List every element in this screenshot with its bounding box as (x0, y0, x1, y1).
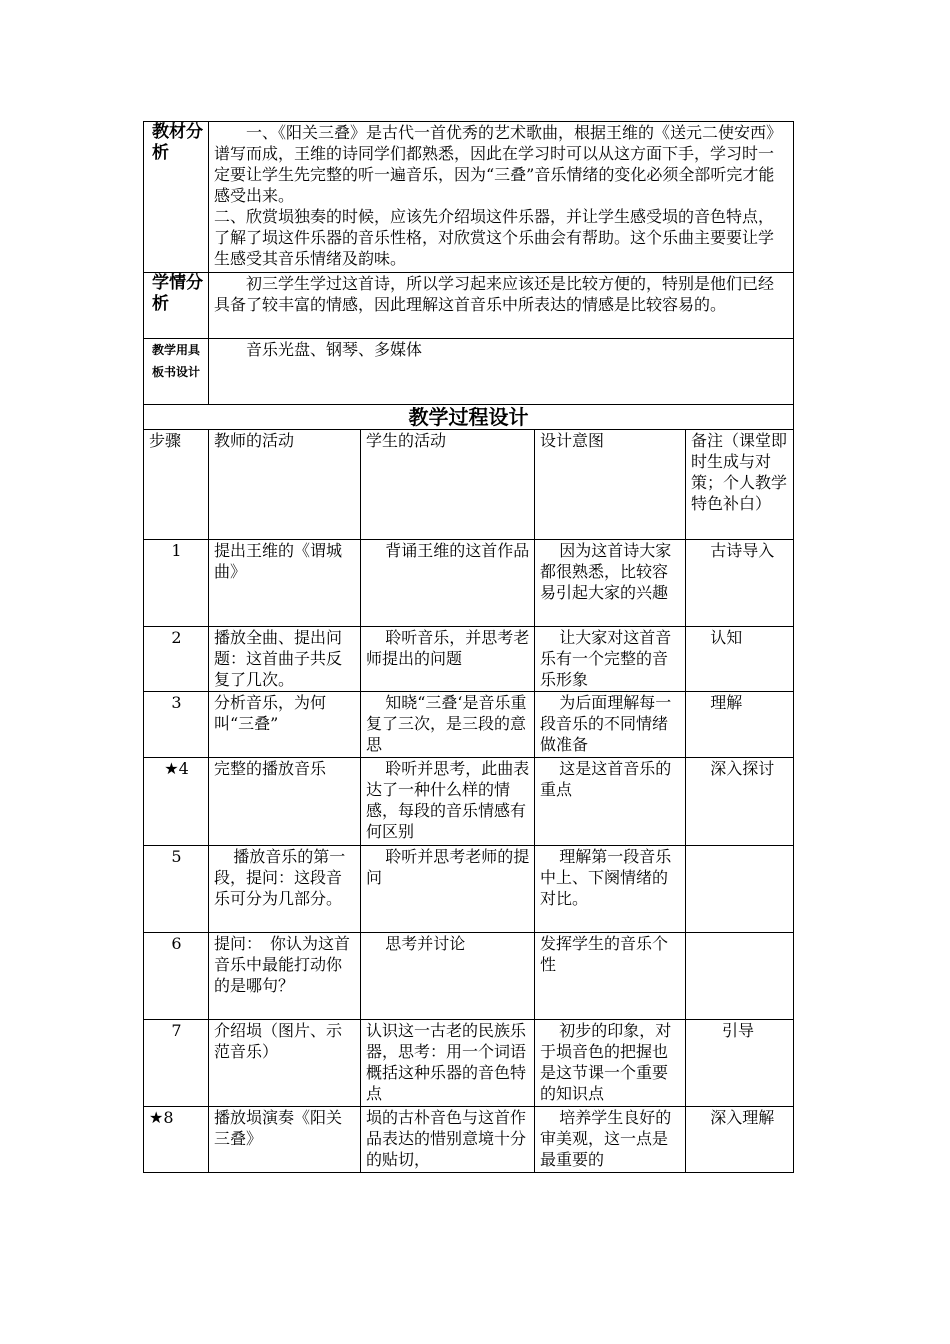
step-number: 2 (144, 627, 209, 692)
teacher-activity: 播放埙演奏《阳关三叠》 (209, 1107, 361, 1173)
design-intent: 理解第一段音乐中上、下阕情绪的对比。 (540, 847, 672, 908)
design-intent: 培养学生良好的审美观，这一点是最重要的 (540, 1108, 672, 1169)
teaching-tools-row (144, 339, 794, 405)
design-intent: 为后面理解每一段音乐的不同情绪做准备 (540, 693, 672, 754)
student-analysis-paragraph: 初三学生学过这首诗，所以学习起来应该还是比较方便的，特别是他们已经具备了较丰富的情感，因此理解这首音乐中所表达的情感是比较容易的。 (214, 274, 775, 314)
student-activity: 认识这一古老的民族乐器，思考：用一个词语概括这种乐器的音色特点 (361, 1020, 535, 1107)
table-row (144, 846, 794, 933)
process-title: 教学过程设计 (144, 405, 794, 430)
remark: 古诗导入 (710, 541, 775, 560)
step-number: 5 (144, 846, 209, 933)
teacher-activity: 介绍埙（图片、示范音乐） (209, 1020, 361, 1107)
student-activity: 聆听并思考老师的提问 (366, 847, 530, 887)
header-step: 步骤 (144, 430, 209, 540)
table-row (144, 540, 794, 627)
remark: 深入探讨 (710, 759, 775, 778)
textbook-analysis-paragraph-2: 二、欣赏埙独奏的时候，应该先介绍埙这件乐器，并让学生感受埙的音色特点，了解了埙这件乐器的音乐性格，对欣赏这个乐曲会有帮助。这个乐曲主要要让学生感受其音乐情绪及韵味。 (214, 207, 775, 268)
table-row (144, 1107, 794, 1173)
step-number: ★8 (144, 1107, 209, 1173)
table-row (144, 758, 794, 846)
process-title-row (144, 405, 794, 430)
table-row (144, 627, 794, 692)
textbook-analysis-paragraph-1: 一、《阳关三叠》是古代一首优秀的艺术歌曲，根据王维的《送元二使安西》谱写而成，王维的诗同学们都熟悉，因此在学习时可以从这方面下手，学习时一定要让学生先完整的听一遍音乐，因为“三叠”音乐情绪的变化必须全部听完才能感受出来。 (214, 123, 783, 205)
student-activity: 背诵王维的这首作品 (385, 541, 530, 560)
step-number: 1 (144, 540, 209, 627)
process-header-row (144, 430, 794, 540)
student-analysis-content (209, 273, 794, 339)
step-number: 3 (144, 692, 209, 758)
design-intent: 让大家对这首音乐有一个完整的音乐形象 (540, 628, 672, 689)
design-intent: 发挥学生的音乐个性 (535, 933, 686, 1020)
table-row (144, 933, 794, 1020)
student-analysis-label: 学情分析 (144, 273, 209, 339)
design-intent: 因为这首诗大家都很熟悉，比较容易引起大家的兴趣 (540, 541, 672, 602)
textbook-analysis-content (209, 122, 794, 273)
student-activity: 思考并讨论 (385, 934, 466, 953)
header-note: 备注（课堂即时生成与对策；个人教学特色补白） (686, 430, 794, 540)
remark: 理解 (710, 693, 743, 712)
lesson-plan (143, 121, 793, 1173)
header-intent: 设计意图 (535, 430, 686, 540)
step-number: ★4 (144, 758, 209, 846)
header-student: 学生的活动 (361, 430, 535, 540)
textbook-analysis-row (144, 122, 794, 273)
remark: 引导 (686, 1020, 794, 1107)
teacher-activity: 完整的播放音乐 (209, 758, 361, 846)
textbook-analysis-label: 教材分析 (144, 122, 209, 273)
student-activity: 聆听音乐，并思考老师提出的问题 (366, 628, 530, 668)
teacher-activity: 提出王维的《谓城曲》 (209, 540, 361, 627)
teacher-activity: 播放音乐的第一段，提问：这段音乐可分为几部分。 (214, 847, 346, 908)
design-intent: 初步的印象，对于埙音色的把握也是这节课一个重要的知识点 (540, 1021, 672, 1103)
student-analysis-row (144, 273, 794, 339)
step-number: 6 (144, 933, 209, 1020)
design-intent: 这是这首音乐的重点 (540, 759, 672, 799)
header-teacher: 教师的活动 (209, 430, 361, 540)
lesson-plan-table (143, 121, 794, 1173)
teaching-tools-content (209, 339, 794, 405)
student-activity: 知晓“三叠‘是音乐重复了三次，是三段的意思 (366, 693, 527, 754)
step-number: 7 (144, 1020, 209, 1107)
remark: 深入理解 (710, 1108, 775, 1127)
teaching-tools-text: 音乐光盘、钢琴、多媒体 (246, 340, 423, 359)
table-row (144, 1020, 794, 1107)
teacher-activity: 分析音乐，为何叫“三叠” (209, 692, 361, 758)
student-activity: 埙的古朴音色与这首作品表达的惜别意境十分的贴切， (361, 1107, 535, 1173)
teacher-activity: 提问： 你认为这首音乐中最能打动你的是哪句？ (209, 933, 361, 1020)
teaching-tools-label: 教学用具板书设计 (144, 339, 209, 405)
student-activity: 聆听并思考，此曲表达了一种什么样的情感，每段的音乐情感有何区别 (366, 759, 530, 841)
teacher-activity: 播放全曲、提出问题：这首曲子共反复了几次。 (209, 627, 361, 692)
remark: 认知 (710, 628, 743, 647)
table-row (144, 692, 794, 758)
